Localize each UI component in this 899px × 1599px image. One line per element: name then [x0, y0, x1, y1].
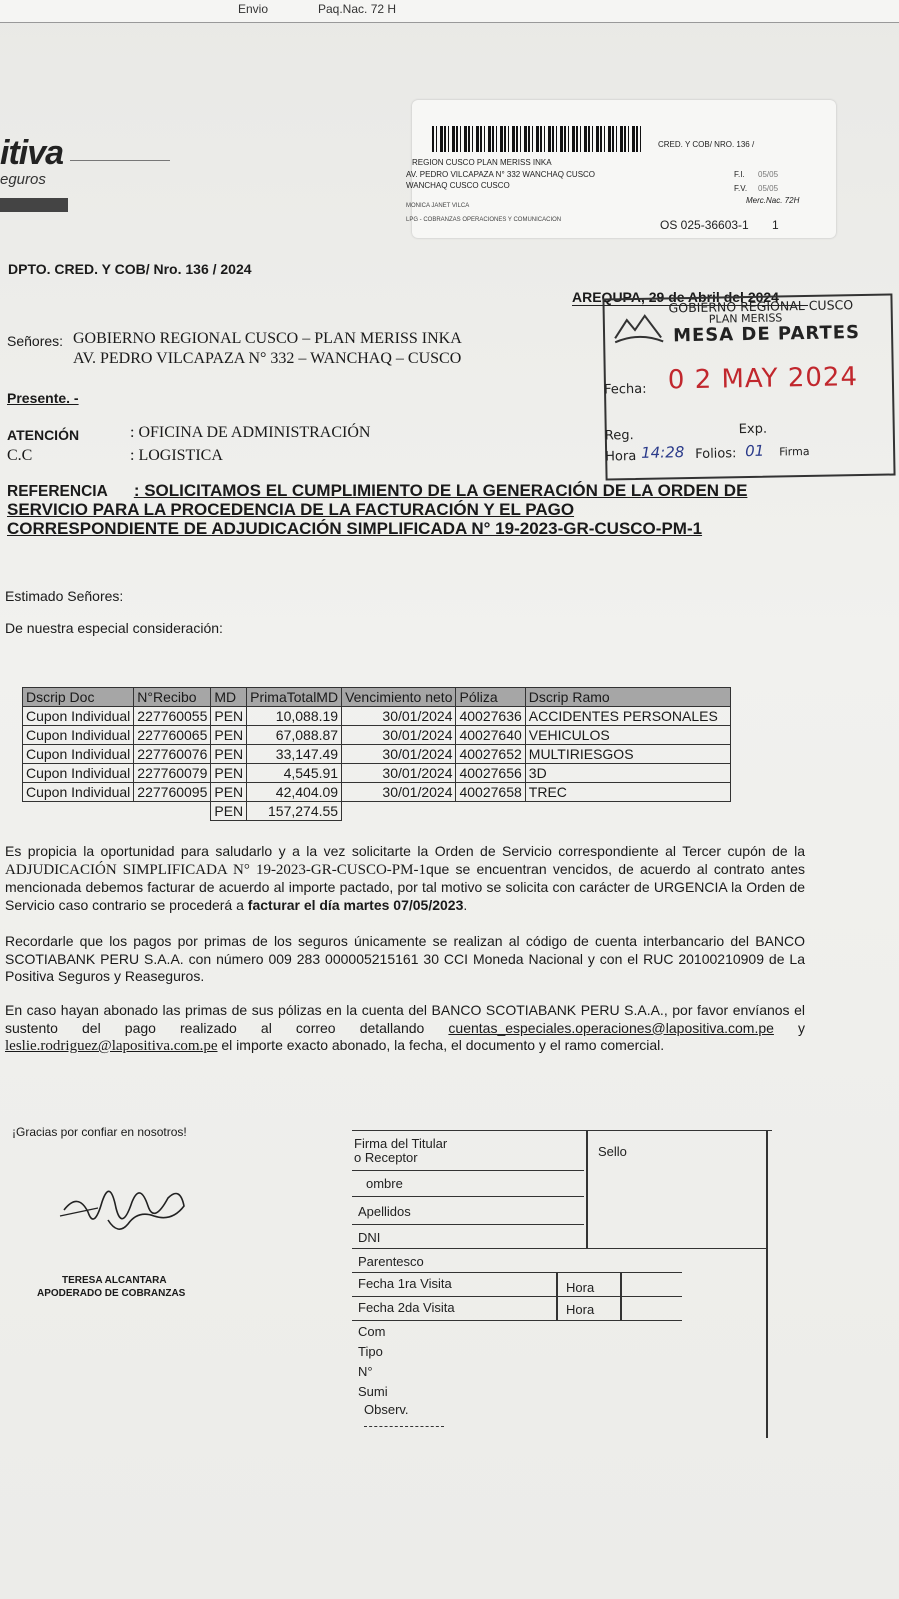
table-cell: 30/01/2024: [342, 707, 456, 726]
table-cell: Cupon Individual: [23, 707, 134, 726]
form-line: [352, 1296, 682, 1297]
form-line: [352, 1130, 772, 1131]
label-os-count: 1: [772, 218, 779, 232]
label-fv: F.V.: [734, 184, 748, 193]
para1-bold-date: facturar el día martes 07/05/2023: [247, 896, 464, 913]
form-line: [352, 1320, 682, 1321]
label-os-number: OS 025-36603-1: [660, 218, 749, 232]
form-observ-label: Observ.: [364, 1402, 409, 1417]
stamp-line-1: GOBIERNO REGIONAL CUSCO: [668, 297, 854, 316]
label-service: Merc.Nac. 72H: [746, 196, 800, 205]
atencion-label: ATENCIÓN: [7, 427, 80, 443]
table-cell: VEHICULOS: [525, 726, 730, 745]
form-vline: [586, 1130, 588, 1248]
form-vline: [556, 1272, 558, 1320]
form-hora1-label: Hora: [566, 1280, 595, 1295]
table-cell: 227760076: [134, 745, 211, 764]
table-cell: 40027658: [456, 783, 525, 802]
stamp-line-2: PLAN MERISS: [708, 311, 783, 326]
label-line-5: LPG - COBRANZAS OPERACIONES Y COMUNICACION: [406, 217, 562, 223]
company-logo-subtext: eguros: [0, 171, 46, 188]
table-cell: 30/01/2024: [342, 745, 456, 764]
col-header: Dscrip Ramo: [525, 688, 730, 707]
table-cell: 40027640: [456, 726, 525, 745]
stamp-folios-label: Folios:: [695, 446, 737, 462]
envio-text: Envio: [238, 2, 269, 16]
paq-text: Paq.Nac. 72 H: [318, 2, 397, 16]
col-header: Dscrip Doc: [23, 688, 134, 707]
form-line: [364, 1426, 444, 1427]
label-line-1: REGION CUSCO PLAN MERISS INKA: [412, 158, 552, 167]
company-logo-text: itiva: [0, 134, 64, 172]
form-hora2-label: Hora: [566, 1302, 595, 1317]
table-cell: 227760095: [134, 783, 211, 802]
stamp-hora-value: 14:28: [640, 443, 685, 462]
table-cell: Cupon Individual: [23, 726, 134, 745]
form-fecha1-label: Fecha 1ra Visita: [358, 1276, 452, 1291]
table-cell: 40027656: [456, 764, 525, 783]
atencion-value: : OFICINA DE ADMINISTRACIÓN: [130, 424, 371, 441]
total-value: 157,274.55: [247, 802, 342, 821]
table-cell: 42,404.09: [247, 783, 342, 802]
label-fi-value: 05/05: [758, 170, 779, 179]
referencia-label: REFERENCIA: [7, 483, 108, 500]
form-nombre-label: ombre: [366, 1176, 403, 1191]
mountain-logo-icon: [613, 309, 666, 344]
label-line-2: AV. PEDRO VILCAPAZA N° 332 WANCHAQ CUSCO: [406, 170, 596, 179]
receipts-table: [22, 687, 731, 821]
total-currency: PEN: [211, 802, 247, 821]
table-cell: 67,088.87: [247, 726, 342, 745]
table-row: [23, 764, 731, 783]
place-date: AREQUPA, 29 de Abril del 2024: [572, 289, 779, 305]
form-line: [352, 1272, 682, 1273]
paragraph-3: [5, 1002, 805, 1056]
email-link-leslie[interactable]: leslie.rodriguez@lapositiva.com.pe: [5, 1038, 218, 1054]
form-line: [352, 1224, 584, 1225]
referencia-text-3: CORRESPONDIENTE DE ADJUDICACIÓN SIMPLIFICADA N° 19-2023-GR-CUSCO-PM-1: [7, 519, 703, 538]
form-sello-label: Sello: [598, 1144, 627, 1159]
table-cell: 30/01/2024: [342, 726, 456, 745]
shipping-label: [406, 100, 836, 238]
delivery-receipt-form: [352, 1130, 782, 1450]
table-cell: PEN: [211, 764, 247, 783]
table-row: [23, 745, 731, 764]
table-row: [23, 726, 731, 745]
table-cell: ACCIDENTES PERSONALES: [525, 707, 730, 726]
thanks-text: ¡Gracias por confiar en nosotros!: [12, 1125, 187, 1139]
signer-title: APODERADO DE COBRANZAS: [37, 1288, 186, 1299]
paragraph-2: Recordarle que los pagos por primas de los seguros únicamente se realizan al código de cuenta interbancario del BANCO SCOTIABANK PERU S.A.A. con número 009 283 000005215161 30 CCI Moneda Nacional y con el RUC 20100210909 de La Positiva Seguros y Reaseguros.: [5, 933, 805, 984]
stamp-fecha-label: Fecha:: [603, 381, 647, 398]
table-cell: 227760055: [134, 707, 211, 726]
form-vline: [620, 1272, 622, 1320]
table-cell: 227760065: [134, 726, 211, 745]
presente-label: Presente. -: [7, 390, 79, 406]
table-cell: 30/01/2024: [342, 783, 456, 802]
col-header: Vencimiento neto: [342, 688, 456, 707]
form-firma-label: Firma del Titular: [354, 1136, 448, 1151]
form-dni-label: DNI: [358, 1230, 381, 1245]
table-cell: 4,545.91: [247, 764, 342, 783]
referencia-text-1: : SOLICITAMOS EL CUMPLIMIENTO DE LA GENERACIÓN DE LA ORDEN DE: [133, 481, 748, 500]
senores-label: Señores:: [7, 333, 64, 349]
recipient-name: GOBIERNO REGIONAL CUSCO – PLAN MERISS INKA: [73, 330, 462, 347]
stamp-hora-label: Hora: [605, 448, 637, 465]
signer-name: TERESA ALCANTARA: [62, 1275, 167, 1286]
table-cell: MULTIRIESGOS: [525, 745, 730, 764]
form-parentesco-label: Parentesco: [358, 1254, 424, 1269]
form-line: [352, 1196, 584, 1197]
table-cell: 10,088.19: [247, 707, 342, 726]
label-line-3: WANCHAQ CUSCO CUSCO: [406, 181, 510, 190]
col-header: MD: [211, 688, 247, 707]
form-receptor-label: o Receptor: [354, 1150, 418, 1165]
table-cell: TREC: [525, 783, 730, 802]
logo-bar: [0, 198, 68, 212]
stamp-fecha-value: 0 2 MAY 2024: [667, 362, 859, 396]
table-header-row: [23, 688, 731, 707]
label-line-4: MONICA JANET VILCA: [406, 203, 470, 209]
form-line: [352, 1248, 766, 1249]
col-header: PrimaTotalMD: [247, 688, 342, 707]
cc-value: : LOGISTICA: [130, 447, 223, 464]
para1-adjudicacion: ADJUDICACIÓN SIMPLIFICADA N° 19-2023-GR-CUSCO-PM-1: [5, 861, 426, 878]
form-vline-right: [766, 1130, 768, 1438]
table-cell: Cupon Individual: [23, 745, 134, 764]
para3-y: y: [773, 1019, 806, 1036]
reception-stamp: [602, 293, 895, 480]
form-fecha2-label: Fecha 2da Visita: [358, 1300, 455, 1315]
stamp-firma-label: Firma: [779, 444, 810, 459]
logo-divider: [70, 160, 170, 161]
table-cell: PEN: [211, 745, 247, 764]
form-num-label: N°: [358, 1364, 373, 1379]
label-fv-value: 05/05: [758, 184, 779, 193]
form-apellidos-label: Apellidos: [358, 1204, 411, 1219]
paragraph-1: [5, 843, 805, 914]
stamp-reg-label: Reg.: [604, 428, 634, 444]
handwritten-signature: [58, 1172, 198, 1242]
reference-block: [7, 482, 797, 539]
table-total-row: [23, 802, 731, 821]
consideration: De nuestra especial consideración:: [5, 620, 223, 636]
form-suministro-label: Sumi: [358, 1384, 388, 1399]
table-row: [23, 707, 731, 726]
para3-text-a: En caso hayan abonado las primas de sus pólizas en la cuenta del BANCO SCOTIABANK PERU S.A.A., por favor envíanos el sustento del pago realizado al correo detallando: [5, 1002, 805, 1036]
table-cell: 30/01/2024: [342, 764, 456, 783]
dept-reference: DPTO. CRED. Y COB/ Nro. 136 / 2024: [8, 261, 252, 277]
table-cell: PEN: [211, 707, 247, 726]
table-cell: 40027636: [456, 707, 525, 726]
para1-end: .: [463, 896, 468, 913]
cc-label: C.C: [7, 447, 33, 464]
label-fi: F.I.: [734, 170, 745, 179]
col-header: Póliza: [456, 688, 525, 707]
recipient-address: AV. PEDRO VILCAPAZA N° 332 – WANCHAQ – CUSCO: [73, 350, 462, 367]
table-cell: Cupon Individual: [23, 783, 134, 802]
form-tipo-label: Tipo: [358, 1344, 383, 1359]
table-cell: PEN: [211, 783, 247, 802]
para3-end: el importe exacto abonado, la fecha, el documento y el ramo comercial.: [217, 1037, 665, 1053]
stamp-exp-label: Exp.: [738, 421, 768, 438]
barcode-image: [432, 126, 644, 152]
para1-text-c: que se encuentran vencidos, de acuerdo al contrato antes mencionada debemos facturar de acuerdo al importe pactado, por tal motivo se solicita con carácter de URGENCIA la Orden de Servicio caso contrario se procederá a: [5, 860, 805, 913]
table-cell: 40027652: [456, 745, 525, 764]
table-cell: PEN: [211, 726, 247, 745]
label-cred-ref: CRED. Y COB/ NRO. 136 /: [658, 140, 755, 149]
table-cell: 33,147.49: [247, 745, 342, 764]
table-cell: 227760079: [134, 764, 211, 783]
referencia-text-2: SERVICIO PARA LA PROCEDENCIA DE LA FACTURACIÓN Y EL PAGO: [7, 500, 575, 519]
para1-text-a: Es propicia la oportunidad para saludarlo y a la vez solicitarte la Orden de Servicio correspondiente al Tercer cupón de la: [5, 843, 805, 859]
col-header: N°Recibo: [134, 688, 211, 707]
form-com-label: Com: [358, 1324, 386, 1339]
stamp-mesa-de-partes: MESA DE PARTES: [672, 322, 861, 347]
email-link-operaciones[interactable]: cuentas_especiales.operaciones@lapositiva.com.pe: [448, 1019, 774, 1036]
table-cell: 3D: [525, 764, 730, 783]
form-line: [352, 1170, 584, 1171]
stamp-folios-value: 01: [744, 441, 765, 461]
greeting: Estimado Señores:: [5, 588, 124, 604]
table-cell: Cupon Individual: [23, 764, 134, 783]
top-envelope-strip: [0, 0, 899, 23]
table-row: [23, 783, 731, 802]
